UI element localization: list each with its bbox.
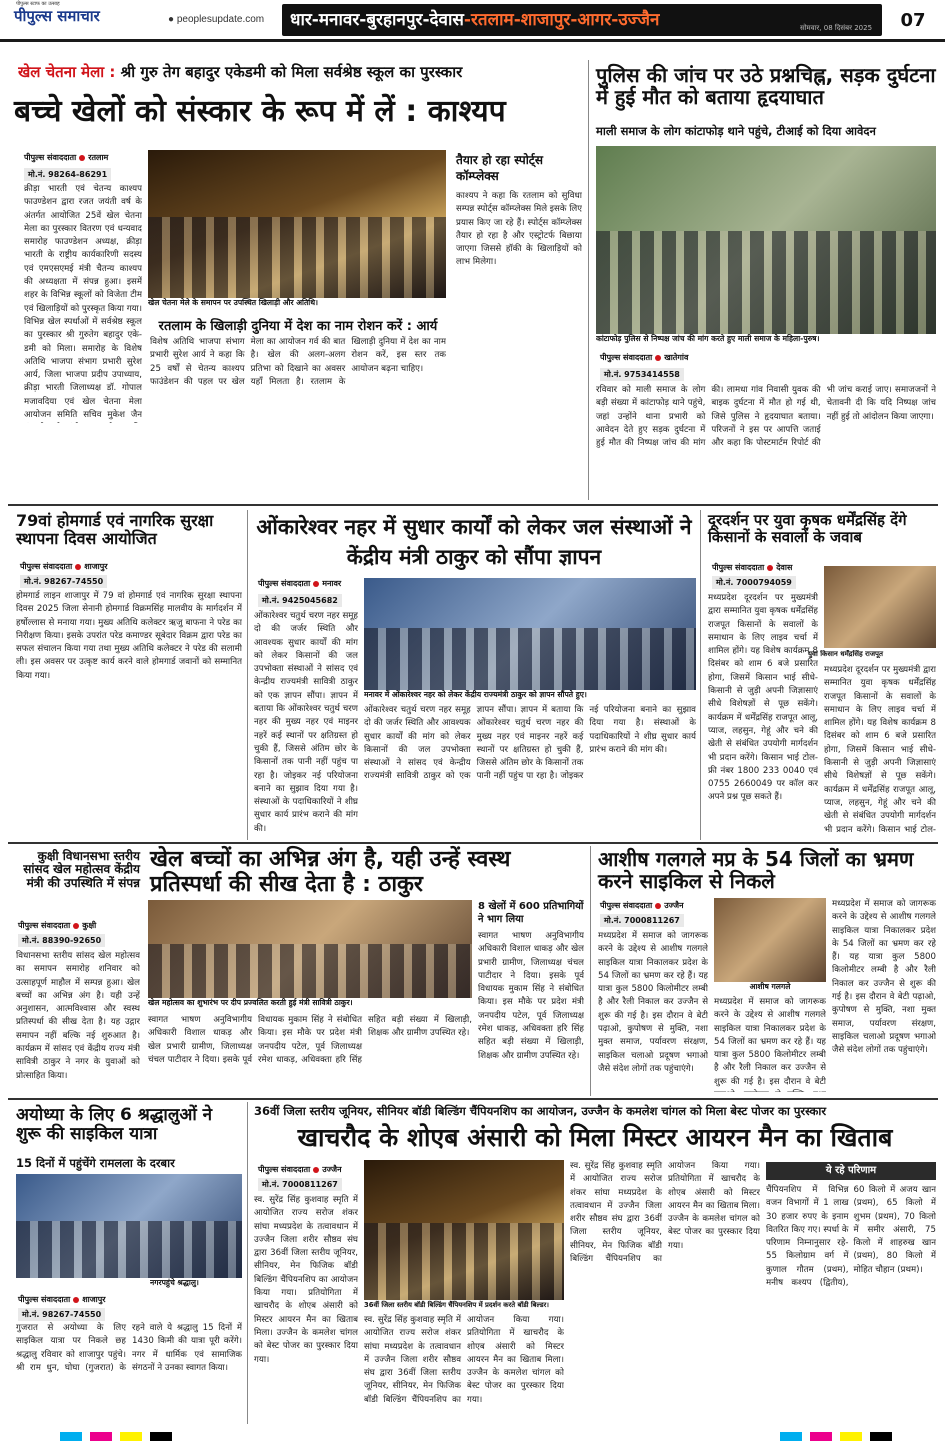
- story9-body: गुजरात से अयोध्या के लिए साइकिल यात्रा पर निकले छह श्रद्धालु रविवार को शाजापुर पहुंचे। श्री राम धुन, घोघा (गुजरात) के रहने वाले ये श्रद्धालु 15 दिनों में 1430 किमी की यात्रा पूरी करेंगे। नगर में धार्मिक एवं सामाजिक संगठनों ने उनका स्वागत किया।: [16, 1323, 242, 1373]
- story6-body: विधानसभा स्तरीय सांसद खेल महोत्सव का समापन समारोह शनिवार को उत्साहपूर्ण माहौल में सम्पन्न हुआ। खेल बच्चों का अभिन्न अंग है। यही उन्हें अनुशासन, आत्मविश्वास और स्वस्थ प्रतिस्पर्धा की सीख देता है। यह उद्गार समापन नहीं बल्कि नई शुरुआत है। कार्यक्रम में सांसद एवं केंद्रीय राज्य मंत्री सावित्री ठाकुर ने नगर के युवाओं को प्रोत्साहित किया।: [16, 951, 140, 1081]
- website-url[interactable]: ● peoplesupdate.com: [168, 14, 265, 25]
- story5-body-b: मध्यप्रदेश दूरदर्शन पर मुख्यमंत्री द्वारा सम्मानित युवा कृषक धर्मेंद्रसिंह राजपूत किसानों के सवालों के समाधान के लिए लाइव चर्चा में शामिल होंगे। यह विशेष कार्यक्रम 8 दिसंबर को शाम 6 बजे प्रसारित होगा, जिसमें किसान भाई सीधे-किसानी से जुड़ी अपनी जिज्ञासाएं सीधे विशेषज्ञों से पूछ सकेंगे। कार्यक्रम में धर्मेंद्रसिंह राजपूत आलू, प्याज, लहसुन, गेहूं और चने की खेती से संबंधित उपयोगी मार्गदर्शन भी प्रदान करेंगे। किसान भाई टोल-: [824, 665, 936, 835]
- divider: [590, 846, 591, 1096]
- story1-mobile: मो.नं. 98264-86291: [24, 168, 111, 181]
- story9-photo-caption: नगरपहुंचे श्रद्धालु।: [150, 1278, 242, 1288]
- cyan-mark: [780, 1432, 802, 1441]
- story7-box-body: स्वागत भाषण अनुविभागीय अधिकारी विशाल धाकड़ और खेल प्रभारी ग्रामीण, जिलाध्यक्ष चंचल पाटीदार ने दिया। इसके पूर्व विधायक मुकाम सिंह ने संबोधित किया। इस मौके पर प्रदेश मंत्री जनपदीय पटेल, पूर्व जिलाध्यक्ष रमेश धाकड़, अधिवक्ता हरि सिंह सहित बड़ी संख्या में खिलाड़ी, शिक्षक और ग्रामीण उपस्थित रहे।: [478, 931, 584, 1061]
- story8-photo-caption: आशीष गलगले: [714, 982, 826, 992]
- publication-date: सोमवार, 08 दिसंबर 2025: [800, 24, 873, 32]
- black-mark: [870, 1432, 892, 1441]
- story7-headline: खेल बच्चों का अभिन्न अंग है, यही उन्हें स्वस्थ प्रतिस्पर्धा की सीख देता है : ठाकुर: [150, 847, 511, 897]
- story1-kicker: खेल चेतना मेला : श्री गुरु तेग बहादुर एकेडमी को मिला सर्वश्रेष्ठ स्कूल का पुरस्कार: [18, 63, 463, 81]
- story4-photo: [364, 578, 696, 690]
- divider: [700, 510, 701, 840]
- story2-byline: पीपुल्स संवाददाता खातेगांव: [600, 353, 689, 362]
- story6-headline: कुक्षी विधानसभा स्तरीय सांसद खेल महोत्सव केंद्रीय मंत्री की उपस्थिति में संपन्न: [23, 849, 140, 890]
- story2-headline: पुलिस की जांच पर उठे प्रश्नचिह्न, सड़क दुर्घटना में हुई मौत को बताया हृदयाघात: [596, 63, 936, 110]
- story9-byline: पीपुल्स संवाददाता शाजापुर: [18, 1295, 106, 1304]
- story2-photo: [596, 146, 936, 334]
- results-title: ये रहे परिणाम: [766, 1162, 936, 1180]
- logo-tagline: पीपुल्स स्टाफ का उत्साह: [16, 1, 60, 7]
- story9-photo: [16, 1174, 242, 1278]
- story9-headline: अयोध्या के लिए 6 श्रद्धालुओं ने शुरू की साइकिल यात्रा: [16, 1105, 213, 1145]
- story6-mobile: मो.नं. 88390-92650: [18, 934, 105, 947]
- story2-mobile: मो.नं. 9753414558: [600, 368, 684, 381]
- story3-byline: पीपुल्स संवाददाता शाजापुर: [20, 562, 108, 571]
- story10-kicker: 36वीं जिला स्तरीय जूनियर, सीनियर बॉडी बिल्डिंग चैंपियनशिप का आयोजन, उज्जैन के कमलेश चांगल को मिला बेस्ट पोजर का पुरस्कार: [254, 1104, 827, 1118]
- story5-photo: [824, 566, 936, 648]
- story10-byline: पीपुल्स संवाददाता उज्जैन: [258, 1165, 342, 1174]
- story1-box-title: तैयार हो रहा स्पोर्ट्स कॉम्प्लेक्स: [456, 153, 543, 183]
- story6-byline: पीपुल्स संवाददाता कुक्षी: [18, 921, 97, 930]
- story8-photo: [714, 898, 826, 982]
- results-body: चैंपियनशिप में विभिन्न वजन विभागों में 1 लाख 30 हजार रुपए के इनाम वितरित किए गए। स्पर्धा के परिणाम निम्नानुसार रहे- 55 किलोग्राम वर्ग में कुणाल गौतम (प्रथम), मनीष कश्यप (द्वितीय), 60 किलो में अजय खान (प्रथम), 65 किलो में शुभम (प्रथम), 70 किलो में समीर अंसारी, 75 किलो में शाहरुख खान (प्रथम), 80 किलो में मोहित चौहान (प्रथम)।: [766, 1185, 936, 1289]
- story5-photo-caption: युवा किसान धर्मेंद्रसिंह राजपूत: [808, 650, 936, 659]
- story7-box-title: 8 खेलों में 600 प्रतिभागियों ने भाग लिया: [478, 901, 584, 925]
- cyan-mark: [60, 1432, 82, 1441]
- magenta-mark: [810, 1432, 832, 1441]
- story1-photo-caption: खेल चेतना मेले के समापन पर उपस्थित खिलाड़ी और अतिथि।: [148, 298, 446, 308]
- story8-headline: आशीष गलगले मप्र के 54 जिलों का भ्रमण करने साइकिल से निकले: [598, 847, 914, 894]
- story2-photo-caption: कांटाफोड़ पुलिस से निष्पक्ष जांच की मांग करते हुए माली समाज के महिला-पुरुष।: [596, 334, 936, 344]
- yellow-mark: [120, 1432, 142, 1441]
- story4-photo-caption: मनावर में ओंकारेश्वर नहर को लेकर केंद्रीय राज्यमंत्री ठाकुर को ज्ञापन सौंपते हुए।: [364, 690, 696, 700]
- story10-mobile: मो.नं. 7000811267: [258, 1178, 342, 1191]
- section-rule: [8, 504, 938, 506]
- story1-body: क्रीड़ा भारती एवं चेतन्य काश्यप फाउण्डेशन द्वारा रजत जयंती वर्ष के अंतर्गत आयोजित 25वें खेल चेतना मेला का पुरस्कार वितरण एवं धन्यवाद समारोह फाउण्डेशन अध्यक्ष, क्रीड़ा भारती के राष्ट्रीय कार्यकारिणी सदस्य एवं एमएसएमई मंत्री चैतन्य काश्यप की अध्यक्षता में संपन्न हुआ। इसमें शहर के विभिन्न स्कूलों को विजेता टीम एवं खिलाड़ियों को पुरस्कृत किया गया। विभिन्न खेल स्पर्धाओं में सर्वश्रेष्ठ स्कूल का पुरस्कार श्री गुरुतेग बहादुर एके-डमी को मिला। समारोह के विशेष अतिथि भाजपा संभाग प्रभारी सुरेश आर्य, जिला भाजपा प्रदीप उपाध्याय, क्रीड़ा भारती जिलाध्यक्ष डॉ. गोपाल मजावदिया एवं खेल चेतना मेला आयोजन समिति सचिव मुकेश जैन: [24, 184, 142, 421]
- black-mark: [150, 1432, 172, 1441]
- magenta-mark: [90, 1432, 112, 1441]
- story7-photo-caption: खेल महोत्सव का शुभारंभ पर दीप प्रज्वलित करती हुई मंत्री सावित्री ठाकुर।: [148, 998, 472, 1008]
- story8-body-c: मध्यप्रदेश में समाज को जागरूक करने के उद्देश्य से आशीष गलगले साइकिल यात्रा निकालकर प्रदेश के 54 जिलों का भ्रमण कर रहे हैं। यह यात्रा कुल 5800 किलोमीटर लम्बी है और रैली निकाल कर उज्जैन से शुरू की गई है। इस दौरान वे बेटी पढ़ाओ, कुपोषण से मुक्ति, नशा मुक्त समाज, पर्यावरण संरक्षण, साइकिल चलाओ प्रदूषण भगाओ जैसे संदेश लोगों तक पहुंचाएंगे।: [832, 899, 936, 1056]
- story5-headline: दूरदर्शन पर युवा कृषक धर्मेंद्रसिंह देंगे किसानों के सवालों के जवाब: [708, 511, 907, 546]
- story10-photo: [364, 1160, 564, 1300]
- masthead: [0, 0, 945, 42]
- story1-box-body: काश्यप ने कहा कि रतलाम को सुविधा सम्पन्न स्पोर्ट्स कॉम्प्लेक्स मिले इसके लिए प्रयास किए जा रहे हैं। स्पोर्ट्स कॉम्प्लेक्स तैयार हो रहा है और एस्ट्रोटर्फ बिछाया जाएगा जिससे हॉकी के खिलाड़ियों को लाभ मिलेगा।: [456, 191, 582, 268]
- section-rule: [8, 842, 938, 844]
- story8-body-a: मध्यप्रदेश में समाज को जागरूक करने के उद्देश्य से आशीष गलगले साइकिल यात्रा निकालकर प्रदेश के 54 जिलों का भ्रमण कर रहे हैं। यह यात्रा कुल 5800 किलोमीटर लम्बी है और रैली निकाल कर उज्जैन से शुरू की गई है। इस दौरान वे बेटी पढ़ाओ, कुपोषण से मुक्ति, नशा मुक्त समाज, पर्यावरण संरक्षण, साइकिल चलाओ प्रदूषण भगाओ जैसे संदेश लोगों तक पहुंचाएंगे।: [598, 931, 708, 1074]
- story8-byline: पीपुल्स संवाददाता उज्जैन: [600, 901, 684, 910]
- story2-subhead: माली समाज के लोग कांटाफोड़ थाने पहुंचे, टीआई को दिया आवेदन: [596, 124, 876, 138]
- story10-body-b: स्व. सुरेंद्र सिंह कुशवाह स्मृति में आयोजित राज्य सरोज शंकर सांघा मध्यप्रदेश के तत्वावधान में उज्जैन जिला शरीर सौष्ठव संघ द्वारा 36वीं जिला स्तरीय जूनियर, सीनियर, मेन फिजिक बॉडी बिल्डिंग चैंपियनशिप का आयोजन किया गया। प्रतियोगिता में खाचरौद के शोएब अंसारी को मिस्टर आयरन मैन का खिताब मिला। उज्जैन के कमलेश चांगल को बेस्ट पोजर का पुरस्कार दिया गया।: [364, 1315, 564, 1405]
- story5-mobile: मो.नं. 7000794059: [712, 576, 796, 589]
- story8-mobile: मो.नं. 7000811267: [600, 914, 684, 927]
- story1-byline: पीपुल्स संवाददाता रतलाम: [24, 153, 109, 162]
- story3-headline: 79वां होमगार्ड एवं नागरिक सुरक्षा स्थापना दिवस आयोजित: [16, 511, 214, 548]
- story4-body-a: ओंकारेश्वर चतुर्थ चरण नहर समूह दो की जर्जर स्थिति और आवश्यक सुधार कार्यों की मांग को लेकर किसानों की जल उपभोक्ता संस्थाओं ने सांसद एवं केन्द्रीय राज्यमंत्री सावित्री ठाकुर को एक ज्ञापन सौंपा। ज्ञापन में बताया कि ओंकारेश्वर चतुर्थ चरण नहर की मुख्य नहर एवं माइनर नहरें कई स्थानों पर क्षतिग्रस्त हो चुकी हैं, जिससे अंतिम छोर के किसानों तक पानी नहीं पहुंच पा रहा है। जोइकर नई परियोजना बनाने का सुझाव दिया गया है। संस्थाओं के पदाधिकारियों ने शीघ्र सुधार कार्य प्रारंभ कराने की मांग की।: [254, 611, 358, 834]
- story10-body-c: स्व. सुरेंद्र सिंह कुशवाह स्मृति में आयोजित राज्य सरोज शंकर सांघा मध्यप्रदेश के तत्वावधान में उज्जैन जिला शरीर सौष्ठव संघ द्वारा 36वीं जिला स्तरीय जूनियर, सीनियर, मेन फिजिक बॉडी बिल्डिंग चैंपियनशिप का आयोजन किया गया। प्रतियोगिता में खाचरौद के शोएब अंसारी को मिस्टर आयरन मैन का खिताब मिला। उज्जैन के कमलेश चांगल को बेस्ट पोजर का पुरस्कार दिया गया।: [570, 1161, 760, 1265]
- story9-mobile: मो.नं. 98267-74550: [18, 1308, 105, 1321]
- print-registry-strip: [0, 1428, 945, 1445]
- story5-byline: पीपुल्स संवाददाता देवास: [712, 563, 793, 572]
- yellow-mark: [840, 1432, 862, 1441]
- divider: [588, 60, 589, 500]
- newspaper-logo: पीपुल्स स्टाफ का उत्साह पीपुल्स समाचार: [14, 1, 100, 25]
- story9-subhead: 15 दिनों में पहुंचेंगे रामलला के दरबार: [16, 1156, 175, 1170]
- section-rule: [8, 1098, 938, 1100]
- story3-body: होमगार्ड लाइन शाजापुर में 79 वां होमगार्ड एवं नागरिक सुरक्षा स्थापना दिवस 2025 जिला सेनानी होमगार्ड विक्रमसिंह मालवीय के मार्गदर्शन में हर्षोल्लास से मनाया गया। मुख्य अतिथि कलेक्टर ऋजु बाफना ने परेड का निरीक्षण किया। इसके उपरांत परेड कमाण्डर सूबेदार विक्रम द्वारा परेड का सफल संचालन किया गया तथा मुख्य अतिथि कलेक्टर ने परेड की सलामी ली। इस अवसर पर उत्कृष्ट कार्य करने वाले होमगार्ड जवानों को सम्मानित किया गया।: [16, 591, 242, 681]
- story5-body-a: मध्यप्रदेश दूरदर्शन पर मुख्यमंत्री द्वारा सम्मानित युवा कृषक धर्मेंद्रसिंह राजपूत किसानों के सवालों के समाधान के लिए लाइव चर्चा में शामिल होंगे। यह विशेष कार्यक्रम 8 दिसंबर को शाम 6 बजे प्रसारित होगा, जिसमें किसान भाई सीधे-किसानी से जुड़ी अपनी जिज्ञासाएं सीधे विशेषज्ञों से पूछ सकेंगे। कार्यक्रम में धर्मेंद्रसिंह राजपूत आलू, प्याज, लहसुन, गेहूं और चने की खेती से संबंधित उपयोगी मार्गदर्शन भी प्रदान करेंगे। किसान भाई टोल-फ्री नंबर 1800 233 0040 एवं 0755 2660049 पर कॉल कर अपने प्रश्न पूछ सकते हैं।: [708, 593, 818, 803]
- story1-photo: [148, 150, 446, 298]
- story4-mobile: मो.नं. 9425045682: [258, 594, 342, 607]
- story7-photo: [148, 900, 472, 998]
- story1-subheadline: रतलाम के खिलाड़ी दुनिया में देश का नाम रोशन करें : आर्य: [158, 319, 438, 334]
- story4-byline: पीपुल्स संवाददाता मनावर: [258, 579, 342, 588]
- story10-headline: खाचरौद के शोएब अंसारी को मिला मिस्टर आयरन मैन का खिताब: [297, 1123, 893, 1152]
- story8-body-b: मध्यप्रदेश में समाज को जागरूक करने के उद्देश्य से आशीष गलगले साइकिल यात्रा निकालकर प्रदेश के 54 जिलों का भ्रमण कर रहे हैं। यह यात्रा कुल 5800 किलोमीटर लम्बी है और रैली निकाल कर उज्जैन से शुरू की गई है। इस दौरान वे बेटी: [714, 997, 826, 1087]
- divider: [247, 510, 248, 840]
- story4-headline: ओंकारेश्वर नहर में सुधार कार्यों को लेकर जल संस्थाओं ने केंद्रीय मंत्री ठाकुर को सौंपा ज्ञापन: [256, 515, 692, 569]
- story4-body-b: ओंकारेश्वर चतुर्थ चरण नहर समूह दो की जर्जर स्थिति और आवश्यक सुधार कार्यों की मांग को लेकर किसानों की जल उपभोक्ता संस्थाओं ने सांसद एवं केन्द्रीय राज्यमंत्री सावित्री ठाकुर को एक ज्ञापन सौंपा। ज्ञापन में बताया कि ओंकारेश्वर चतुर्थ चरण नहर की मुख्य नहर एवं माइनर नहरें कई स्थानों पर क्षतिग्रस्त हो चुकी हैं, जिससे अंतिम छोर के किसानों तक पानी नहीं पहुंच पा रहा है। जोइकर नई परियोजना बनाने का सुझाव दिया गया है। संस्थाओं के पदाधिकारियों ने शीघ्र सुधार कार्य प्रारंभ कराने की मांग की।: [364, 705, 696, 782]
- story10-body-a: स्व. सुरेंद्र सिंह कुशवाह स्मृति में आयोजित राज्य सरोज शंकर सांघा मध्यप्रदेश के तत्वावधान में उज्जैन जिला शरीर सौष्ठव संघ द्वारा 36वीं जिला स्तरीय जूनियर, सीनियर, मेन फिजिक बॉडी बिल्डिंग चैंपियनशिप का आयोजन किया गया। प्रतियोगिता में खाचरौद के शोएब अंसारी को मिस्टर आयरन मैन का खिताब मिला। उज्जैन के कमलेश चांगल को बेस्ट पोजर का पुरस्कार दिया गया।: [254, 1195, 358, 1365]
- page-number: 07: [900, 10, 926, 31]
- story10-photo-caption: 36वीं जिला स्तरीय बॉडी बिल्डिंग चैंपियनशिप में प्रदर्शन करते बॉडी बिल्डर।: [364, 1300, 564, 1309]
- edition-banner: धार-मनावर-बुरहानपुर-देवास-रतलाम-शाजापुर-आगर-उज्जैन: [282, 4, 882, 36]
- story3-mobile: मो.नं. 98267-74550: [20, 575, 107, 588]
- story7-body: स्वागत भाषण अनुविभागीय अधिकारी विशाल धाकड़ और खेल प्रभारी ग्रामीण, जिलाध्यक्ष चंचल पाटीदार ने दिया। इसके पूर्व विधायक मुकाम सिंह ने संबोधित किया। इस मौके पर प्रदेश मंत्री जनपदीय पटेल, पूर्व जिलाध्यक्ष रमेश धाकड़, अधिवक्ता हरि सिंह सहित बड़ी संख्या में खिलाड़ी, शिक्षक और ग्रामीण उपस्थित रहे।: [148, 1015, 472, 1065]
- divider: [247, 1102, 248, 1424]
- story2-body: रविवार को माली समाज के लोग बड़ी संख्या में कांटाफोड़ थाने पहुंचे, जहां उन्होंने थाना प्रभारी को आवेदन देते हुए सड़क दुर्घटना में हुई मौत की निष्पक्ष जांच की मांग की। लामधा गांव निवासी युवक की बाइक दुर्घटना में मौत हो गई थी, जिसे पुलिस ने हृदयाघात बताया। परिजनों ने इस पर आपत्ति जताई और कहा कि पोस्टमार्टम रिपोर्ट की भी जांच कराई जाए। समाजजनों ने चेतावनी दी कि यदि निष्पक्ष जांच नहीं हुई तो आंदोलन किया जाएगा।: [596, 385, 936, 449]
- story1-headline: बच्चे खेलों को संस्कार के रूप में लें : काश्यप: [14, 94, 506, 129]
- story1-sub-body: विशेष अतिथि भाजपा संभाग प्रभारी सुरेश आर्य ने कहा कि 25 वर्षों से चेतन्य काश्यप फाउंडेशन की पहल पर खेल मेला का आयोजन गर्व की बात है। खेल की अलग-अलग प्रतिभा को दिखाने का अवसर यहाँ मिलता है। रतलाम के खिलाड़ी दुनिया में देश का नाम रोशन करें, इस स्तर तक आयोजन बढ़ना चाहिए।: [150, 337, 446, 387]
